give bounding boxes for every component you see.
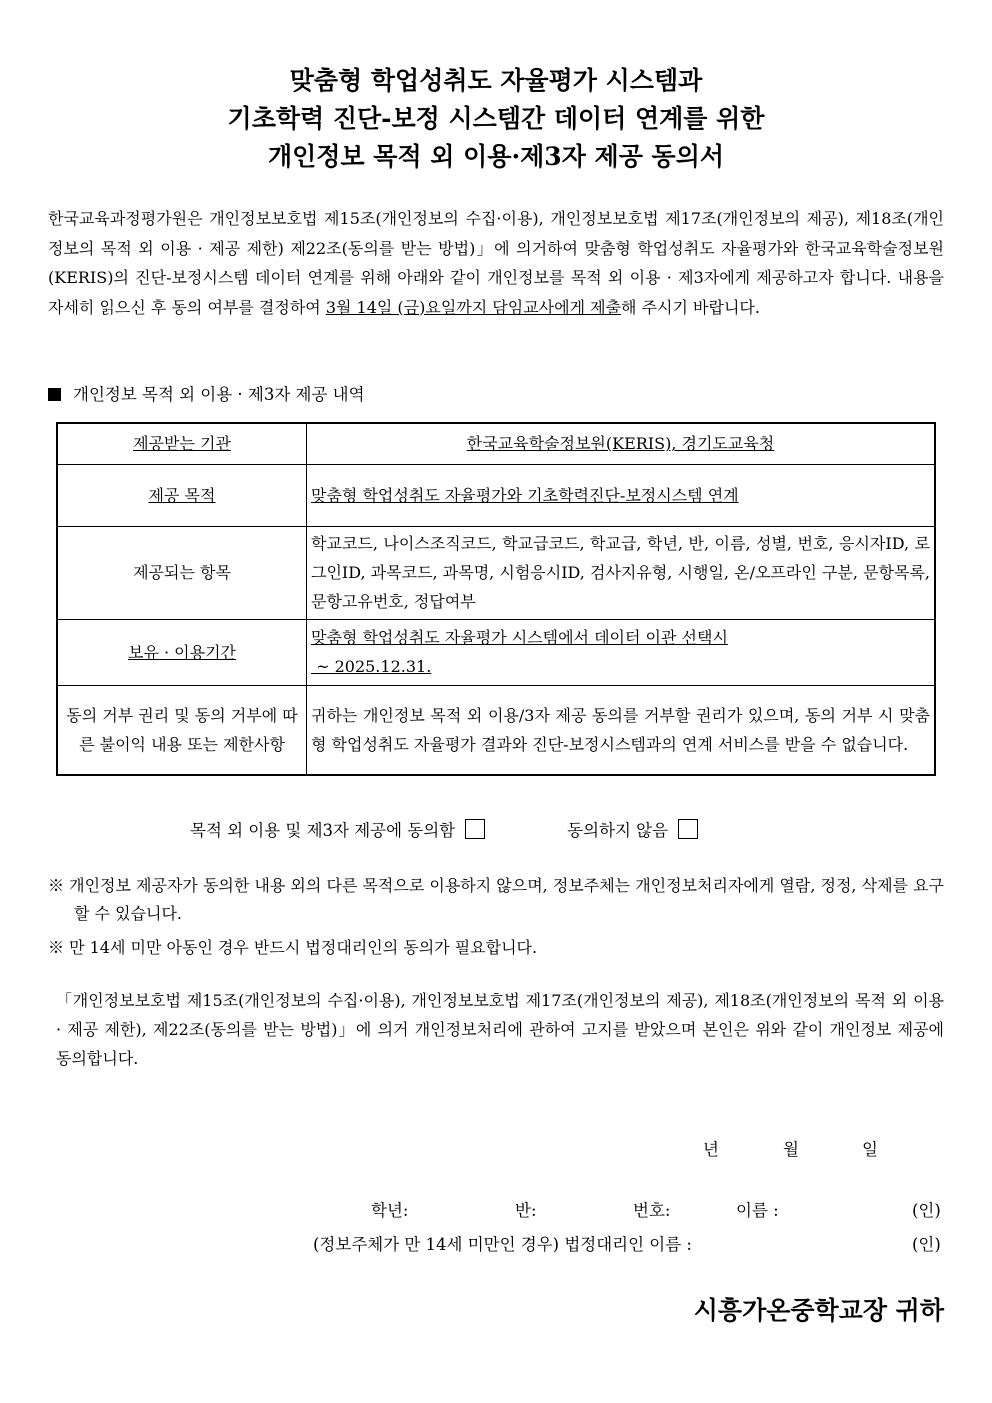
purpose-value: 맞춤형 학업성취도 자율평가와 기초학력진단-보정시스템 연계 (307, 464, 936, 526)
period-line-2: ~ 2025.12.31. (311, 657, 432, 676)
disagree-checkbox[interactable] (678, 819, 698, 839)
title-line-1: 맞춤형 학업성취도 자율평가 시스템과 (289, 66, 703, 95)
table-row (57, 685, 935, 775)
refusal-label: 동의 거부 권리 및 동의 거부에 따른 불이익 내용 또는 제한사항 (57, 685, 307, 775)
intro-text-end: 해 주시기 바랍니다. (621, 297, 760, 317)
section-heading-text: 개인정보 목적 외 이용 · 제3자 제공 내역 (73, 385, 365, 404)
number-field: 번호: (633, 1201, 671, 1220)
agree-checkbox[interactable] (465, 819, 485, 839)
note-guardian: ※ 만 14세 미만 아동인 경우 반드시 법정대리인의 동의가 필요합니다. (48, 938, 538, 957)
period-line-1: 맞춤형 학업성취도 자율평가 시스템에서 데이터 이관 선택시 (311, 628, 728, 647)
name-field: 이름 : (736, 1201, 779, 1220)
items-label: 제공되는 항목 (57, 526, 307, 619)
seal-mark: (인) (912, 1201, 941, 1220)
class-field: 반: (515, 1201, 537, 1220)
intro-paragraph (48, 204, 944, 322)
document-title (0, 62, 992, 176)
guardian-seal-mark: (인) (912, 1235, 941, 1254)
agree-label: 목적 외 이용 및 제3자 제공에 동의함 (190, 821, 456, 840)
table-row (57, 423, 935, 464)
intro-text: 한국교육과정평가원은 개인정보보호법 제15조(개인정보의 수집·이용), 개인정보보호법 제17조(개인정보의 제공), 제18조(개인정보의 목적 외 이용 · 제공 제한) 제22조(동의를 받는 방법)」에 의거하여 맞춤형 학업성취도 자율평가와 한국교육학술정보원(KERIS)의 진단-보정시스템 데이터 연계를 위해 아래와 같이 개인정보를 목적 외 이용 · 제3자에게 제공하고자 합니다. 내용을 자세히 읽으신 후 동의 여부를 결정하여 (48, 209, 944, 317)
title-line-2: 기초학력 진단-보정 시스템간 데이터 연계를 위한 (227, 104, 765, 133)
refusal-value: 귀하는 개인정보 목적 외 이용/3자 제공 동의를 거부할 권리가 있으며, 동의 거부 시 맞춤형 학업성취도 자율평가 결과와 진단-보정시스템과의 연계 서비스를 받을 수 없습니다. (307, 685, 936, 775)
period-value (307, 619, 936, 685)
addressee: 시흥가온중학교장 귀하 (693, 1296, 944, 1325)
items-value: 학교코드, 나이스조직코드, 학교급코드, 학교급, 학년, 반, 이름, 성별, 번호, 응시자ID, 로그인ID, 과목코드, 과목명, 시험응시ID, 검사지유형, 시행일, 온/오프라인 구분, 문항목록, 문항고유번호, 정답여부 (307, 526, 936, 619)
black-square-icon (48, 388, 61, 401)
legal-statement: 「개인정보보호법 제15조(개인정보의 수집·이용), 개인정보보호법 제17조(개인정보의 제공), 제18조(개인정보의 목적 외 이용 · 제공 제한), 제22조(동의를 받는 방법)」에 의거 개인정보처리에 관하여 고지를 받았으며 본인은 위와 같이 개인정보 제공에 동의합니다. (56, 991, 944, 1068)
provision-details-table (56, 422, 936, 776)
date-day: 일 (862, 1140, 878, 1159)
consent-options (190, 818, 698, 844)
section-heading (48, 383, 365, 407)
period-label: 보유 · 이용기간 (57, 619, 307, 685)
note-rights: ※ 개인정보 제공자가 동의한 내용 외의 다른 목적으로 이용하지 않으며, 정보주체는 개인정보처리자에게 열람, 정정, 삭제를 요구할 수 있습니다. (48, 876, 944, 923)
title-line-3: 개인정보 목적 외 이용·제3자 제공 동의서 (267, 142, 725, 171)
guardian-name-field: (정보주체가 만 14세 미만인 경우) 법정대리인 이름 : (313, 1235, 692, 1254)
table-row (57, 526, 935, 619)
recipient-value: 한국교육학술정보원(KERIS), 경기도교육청 (307, 423, 936, 464)
table-row (57, 619, 935, 685)
recipient-label: 제공받는 기관 (57, 423, 307, 464)
grade-field: 학년: (371, 1201, 409, 1220)
disagree-label: 동의하지 않음 (567, 821, 669, 840)
purpose-label: 제공 목적 (57, 464, 307, 526)
date-year: 년 (703, 1140, 719, 1159)
table-row (57, 464, 935, 526)
submission-deadline: 3월 14일 (금)요일까지 담임교사에게 제출 (325, 297, 622, 317)
date-month: 월 (783, 1140, 799, 1159)
